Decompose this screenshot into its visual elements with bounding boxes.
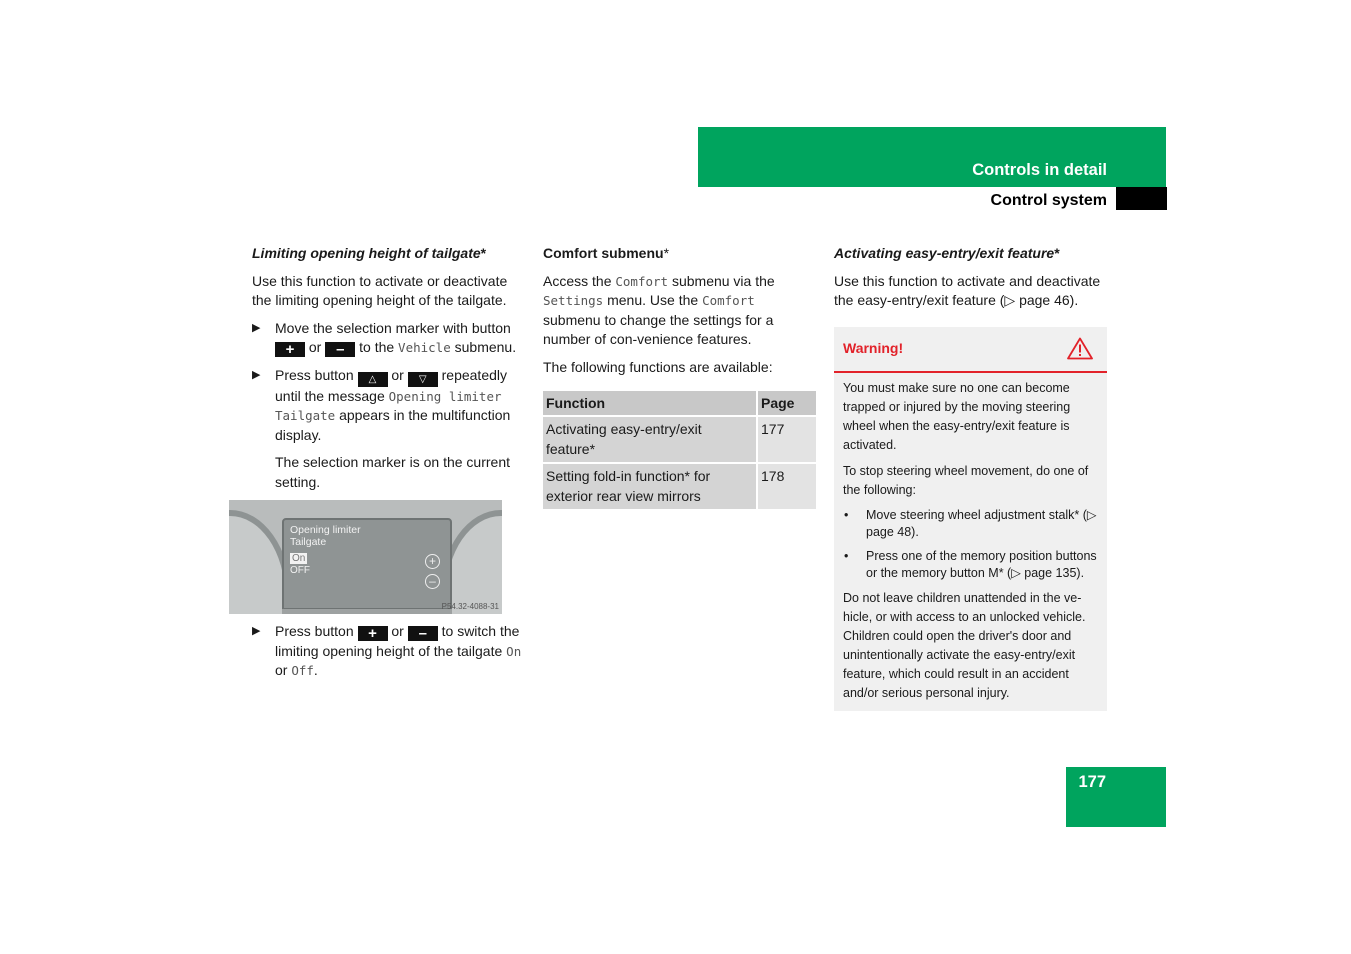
multifunction-display-image [229,500,502,614]
warning-box [834,327,1107,711]
tailgate-intro: Use this function to activate or deactivate the limiting opening height of the tailgate. [252,272,508,308]
warning-text: Do not leave children unattended in the ve-hicle, or with access to an unlocked vehicle. Children could open the driver's door and unintentionally activate the easy-entry/exit feature, which could result in an accident and/or serious personal injury. [843,590,1086,700]
functions-table [543,391,816,509]
up-button-icon: △ [358,372,388,387]
tailgate-heading: Limiting opening height of tailgate* [252,245,487,261]
comfort-intro: Access the Comfort submenu via the Settings menu. Use the Comfort submenu to change the settings for a number of con-venience features. [543,272,775,347]
list-item: • Press one of the memory position buttons or the memory button M* (▷ page 135). [844,548,1097,580]
section-title: Controls in detail [972,161,1107,179]
step-press-arrows: ▶ Press button △ or ▽ repeatedly until the message Opening limiter Tailgate appears in the multifunction display. [252,366,511,443]
image-code: P54.32-4088-31 [441,602,499,611]
table-cell: Activating easy-entry/exit feature* [543,415,756,462]
easy-entry-heading: Activating easy-entry/exit feature* [834,245,1060,261]
warning-text: To stop steering wheel movement, do one of the following: [843,463,1089,497]
plus-button-icon: + [275,342,305,357]
table-cell: Setting fold-in function* for exterior rear view mirrors [543,462,756,509]
warning-text: You must make sure no one can become trapped or injured by the moving steering wheel when the easy-entry/exit feature is activated. [843,380,1071,452]
warning-triangle-icon [1067,337,1093,366]
column-tailgate [252,244,525,689]
table-row [543,462,816,509]
header-marker [1116,187,1167,210]
subsection-title: Control system [990,192,1107,209]
comfort-available: The following functions are available: [543,358,773,375]
minus-button-icon: – [408,626,438,641]
plus-button-icon: + [358,626,388,641]
table-header: Page [756,391,816,415]
minus-circle-icon: – [425,574,440,589]
step-select-vehicle: ▶ Move the selection marker with button + or – to the Vehicle submenu. [252,319,517,358]
comfort-heading: Comfort submenu* [543,245,670,261]
step-result: The selection marker is on the current setting. [275,454,510,490]
step-switch: ▶ Press button + or – to switch the limiting opening height of the tailgate On or Off. [252,623,522,678]
table-header: Function [543,391,756,415]
warning-header [834,327,1107,373]
column-comfort [543,244,816,509]
warning-title: Warning! [843,339,904,356]
down-button-icon: ▽ [408,372,438,387]
step-arrow-icon: ▶ [252,368,261,381]
table-header-row [543,391,816,415]
table-cell: 178 [756,462,816,509]
step-arrow-icon: ▶ [252,625,261,637]
table-cell: 177 [756,415,816,462]
list-item: • Move steering wheel adjustment stalk* (▷ page 48). [844,507,1097,539]
step-arrow-icon: ▶ [252,321,261,334]
table-row [543,415,816,462]
easy-entry-intro: Use this function to activate and deactivate the easy-entry/exit feature (▷ page 46). [834,272,1101,308]
page-number: 177 [1078,773,1106,791]
warning-body [834,373,1107,711]
display-screen: Opening limiter Tailgate On OFF + – [282,518,452,614]
plus-circle-icon: + [425,554,440,569]
minus-button-icon: – [325,342,355,357]
column-easy-entry [834,244,1107,711]
